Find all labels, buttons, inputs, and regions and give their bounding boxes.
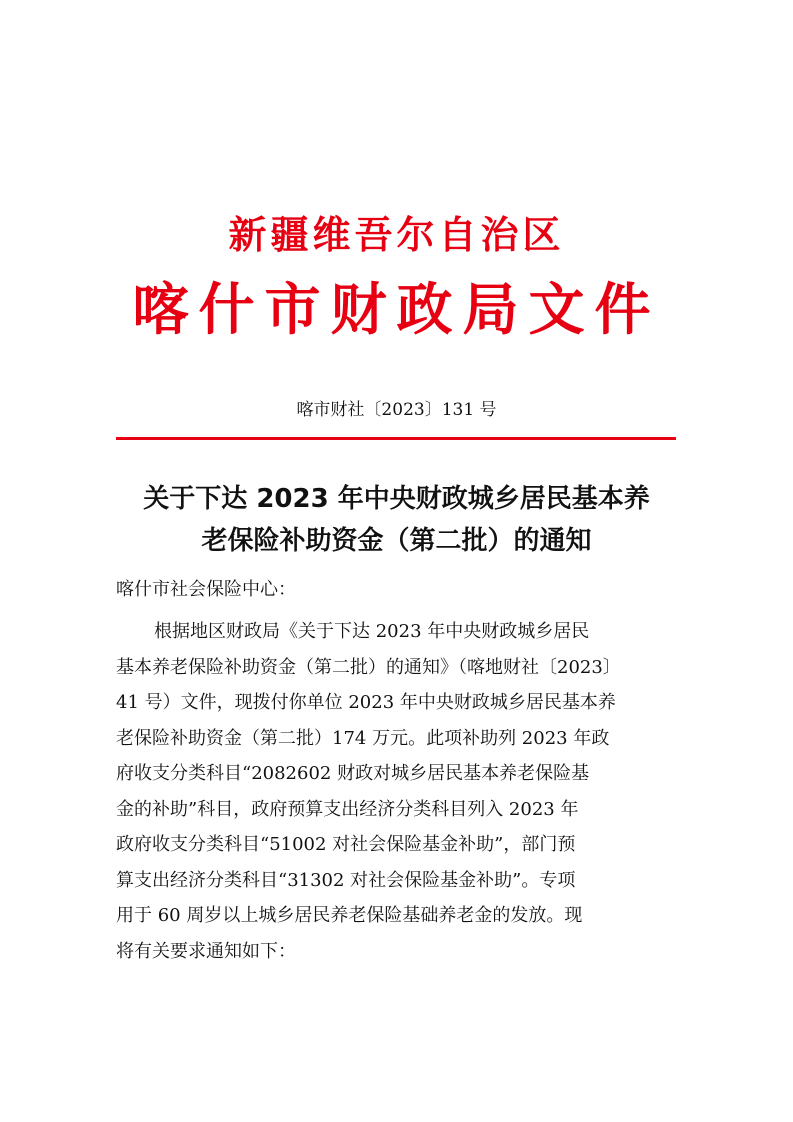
- body-line: 金的补助”科目，政府预算支出经济分类科目列入 2023 年: [116, 798, 579, 820]
- document-number: 喀市财社〔2023〕131 号: [296, 400, 497, 420]
- document-title: [100, 478, 693, 562]
- body-line: 基本养老保险补助资金（第二批）的通知》（喀地财社〔2023〕: [116, 656, 621, 678]
- body-line: 政府收支分类科目“51002 对社会保险基金补助”，部门预: [116, 834, 576, 855]
- body-line: 府收支分类科目“2082602 财政对城乡居民基本养老保险基: [116, 763, 590, 784]
- title-line-2: 老保险补助资金（第二批）的通知: [201, 526, 592, 556]
- issuer-agency: 喀什市财政局文件: [132, 277, 661, 343]
- red-separator-line: [116, 437, 676, 440]
- body-line: 老保险补助资金（第二批）174 万元。此项补助列 2023 年政: [116, 727, 610, 749]
- body-line: 算支出经济分类科目“31302 对社会保险基金补助”。专项: [116, 869, 576, 891]
- body-line: 用于 60 周岁以上城乡居民养老保险基础养老金的发放。现: [116, 905, 583, 926]
- issuer-region: 新疆维吾尔自治区: [228, 212, 565, 257]
- body-line: 将有关要求通知如下：: [116, 940, 296, 962]
- body-line: 根据地区财政局《关于下达 2023 年中央财政城乡居民: [154, 621, 590, 642]
- title-line-1: 关于下达 2023 年中央财政城乡居民基本养: [143, 484, 650, 514]
- body-line: 41 号）文件，现拨付你单位 2023 年中央财政城乡居民基本养: [116, 692, 616, 713]
- addressee: 喀什市社会保险中心：: [116, 579, 296, 600]
- body-paragraph: [116, 614, 676, 969]
